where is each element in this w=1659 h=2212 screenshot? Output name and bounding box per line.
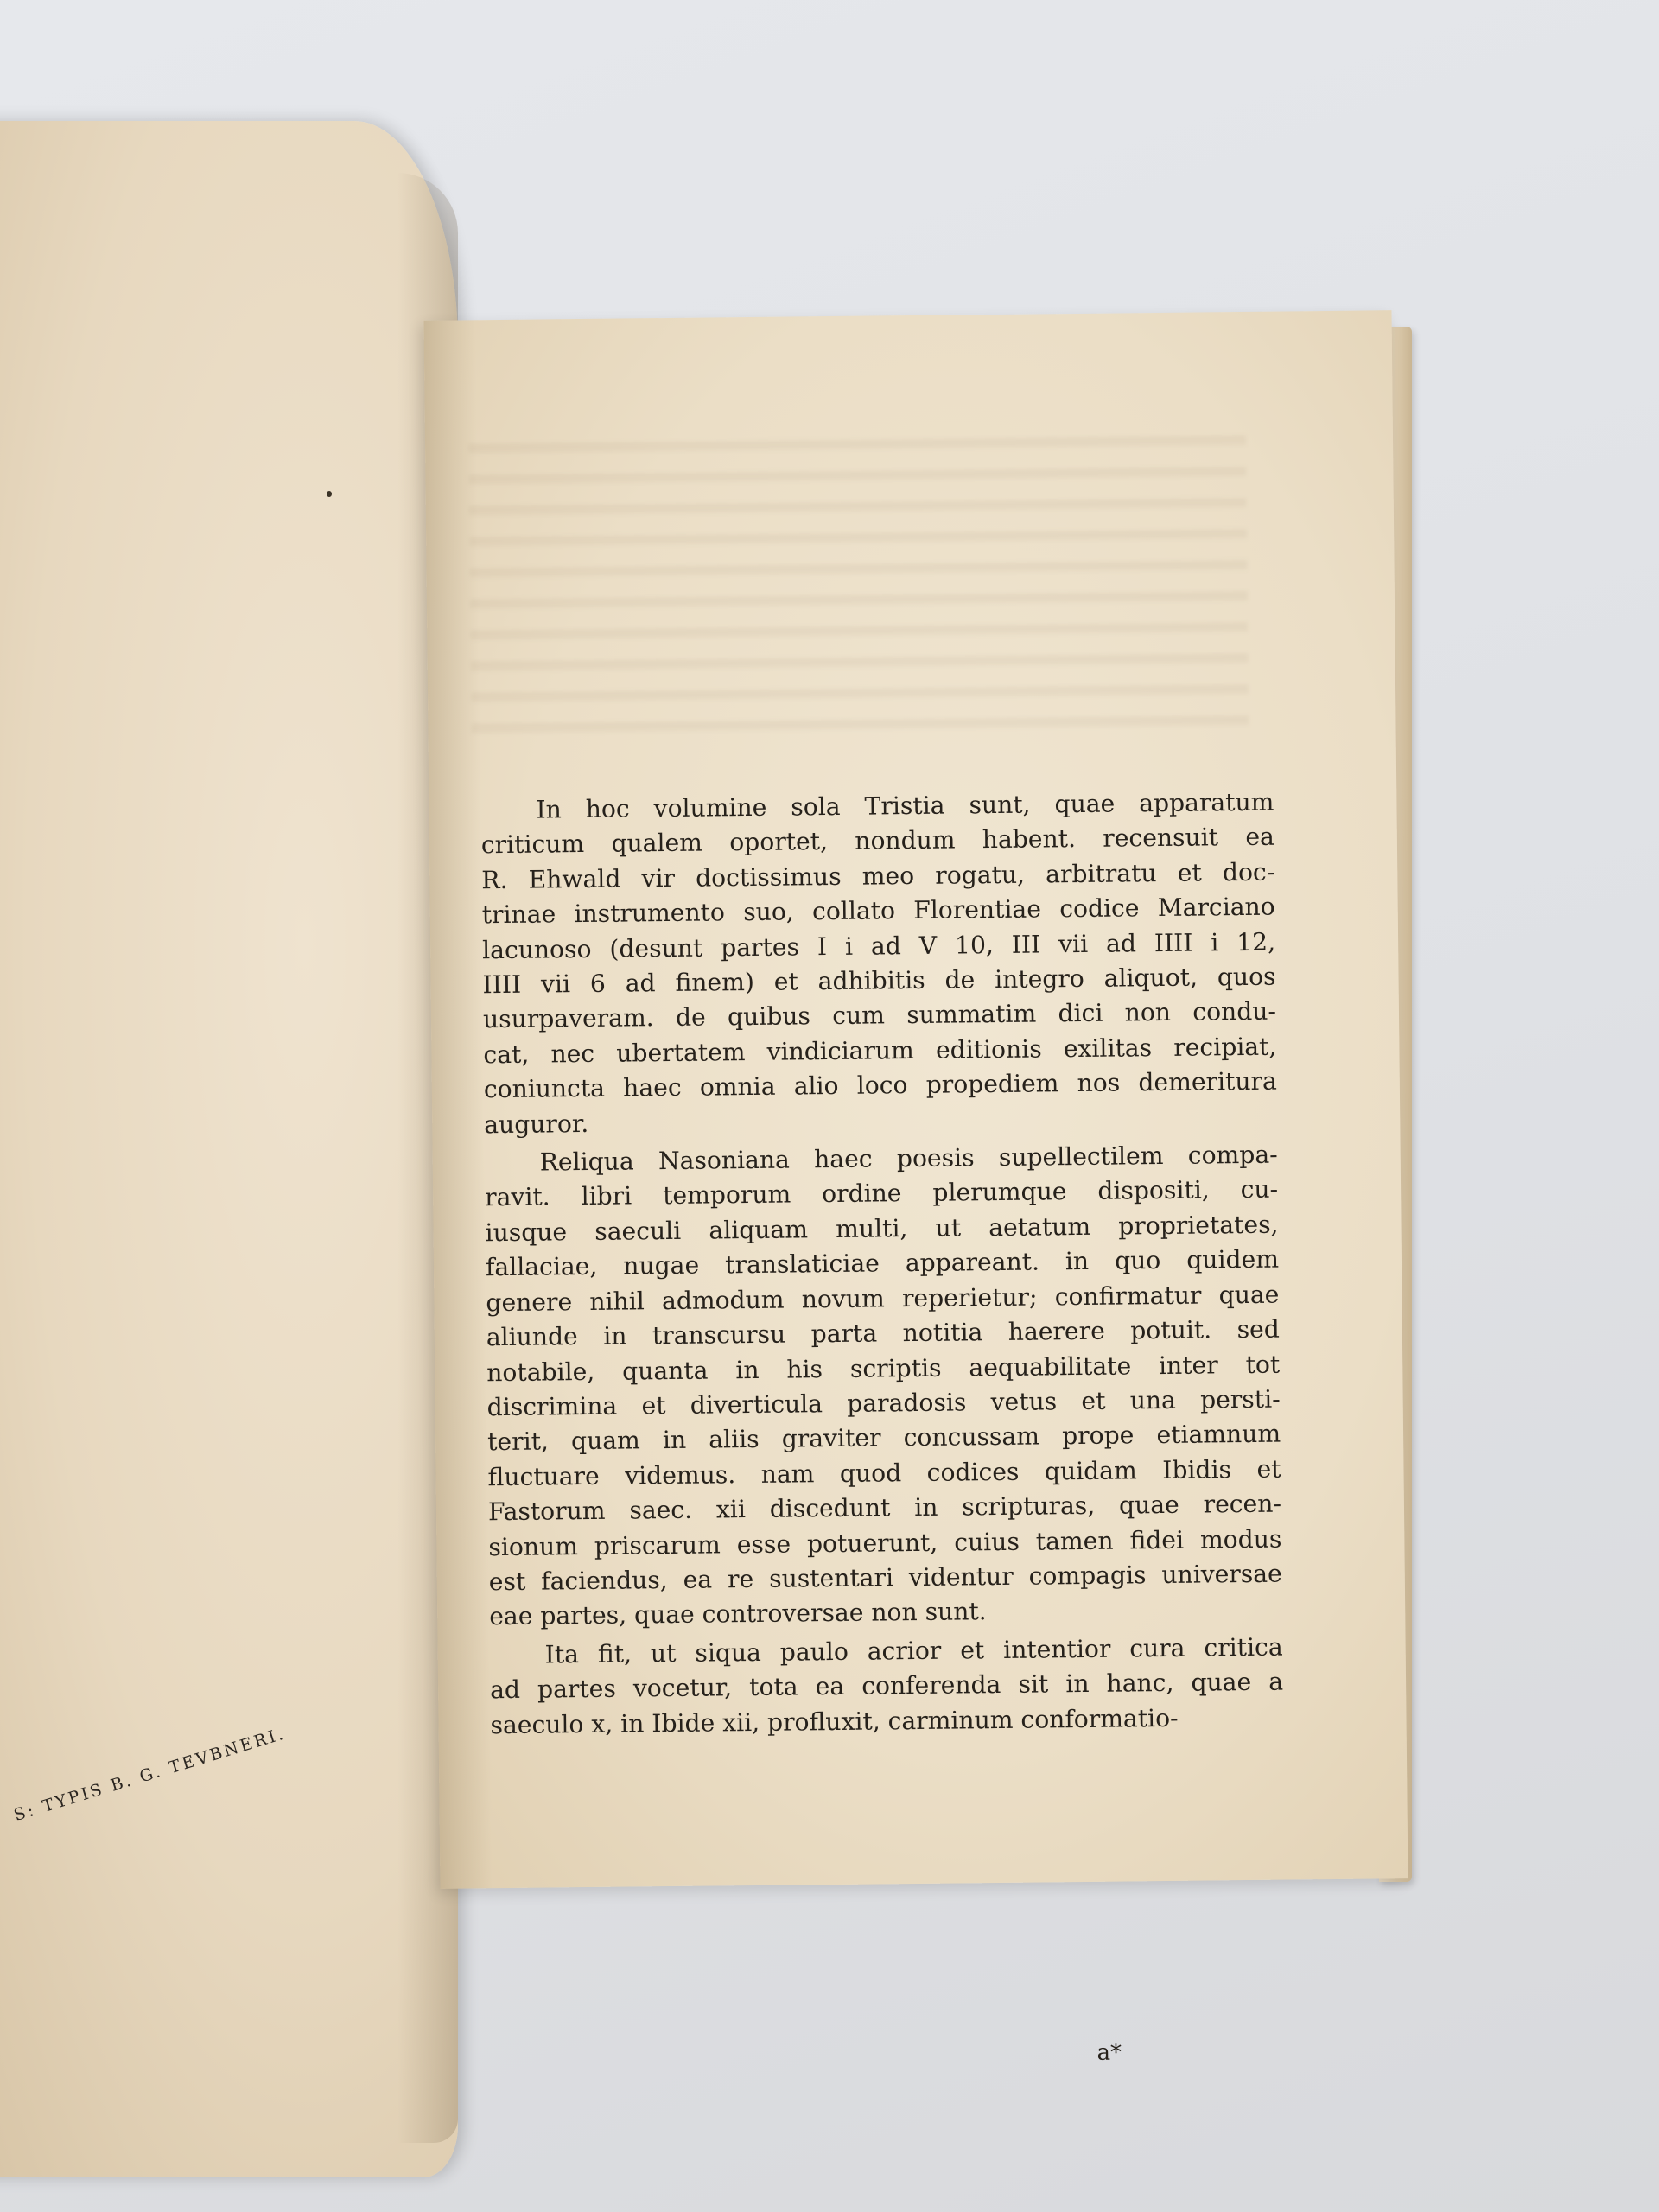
text-line: terit, quam in aliis graviter concussam prope etiamnum bbox=[486, 1419, 1281, 1457]
text-line: sionum priscarum esse potuerunt, cuius tamen fidei modus bbox=[488, 1524, 1282, 1561]
text-line: Reliqua Nasoniana haec poesis supellectilem compa- bbox=[539, 1140, 1278, 1177]
left-page bbox=[0, 121, 458, 2177]
text-line: fallaciae, nugae translaticiae appareant. in quo quidem bbox=[485, 1244, 1280, 1282]
body-text bbox=[480, 785, 1283, 1747]
text-line: discrimina et diverticula paradosis vetus et una persti- bbox=[486, 1384, 1281, 1422]
text-line: fluctuare videmus. nam quod codices quidam Ibidis et bbox=[487, 1454, 1281, 1491]
text-line: trinae instrumento suo, collato Florentiae codice Marciano bbox=[481, 892, 1275, 930]
paragraph bbox=[490, 1630, 1284, 1743]
text-line: lacunoso (desunt partes I i ad V 10, III vii ad IIII i 12, bbox=[481, 927, 1276, 964]
text-line: genere nihil admodum novum reperietur; confirmatur quae bbox=[486, 1280, 1280, 1317]
text-line: est faciendus, ea re sustentari videntur compagis universae bbox=[488, 1559, 1282, 1597]
text-line: coniuncta haec omnia alio loco propediem nos demeritura bbox=[483, 1066, 1277, 1104]
text-line: Ita fit, ut siqua paulo acrior et intentior cura critica bbox=[544, 1632, 1283, 1669]
text-line: saeculo x, in Ibide xii, profluxit, carminum conformatio- bbox=[490, 1703, 1179, 1739]
paragraph bbox=[480, 785, 1277, 1143]
text-line: IIII vii 6 ad finem) et adhibitis de integro aliquot, quos bbox=[482, 962, 1276, 1000]
text-line: aliunde in transcursu parta notitia haerere potuit. sed bbox=[486, 1314, 1280, 1352]
text-line: criticum qualem oportet, nondum habent. recensuit ea bbox=[480, 823, 1275, 860]
text-line: In hoc volumine sola Tristia sunt, quae apparatum bbox=[536, 787, 1274, 824]
text-line: Fastorum saec. xii discedunt in scripturas, quae recen- bbox=[487, 1489, 1282, 1527]
text-line: R. Ehwald vir doctissimus meo rogatu, arbitratu et doc- bbox=[481, 857, 1275, 895]
text-line: eae partes, quae controversae non sunt. bbox=[489, 1597, 987, 1631]
text-line: usurpaveram. de quibus cum summatim dici non condu- bbox=[482, 997, 1277, 1034]
text-line: cat, nec ubertatem vindiciarum editionis exilitas recipiat, bbox=[483, 1032, 1277, 1070]
signature-mark: a* bbox=[1096, 2039, 1122, 2066]
paragraph bbox=[485, 1138, 1283, 1635]
text-line: iusque saeculi aliquam multi, ut aetatum proprietates, bbox=[485, 1210, 1279, 1248]
text-line: ravit. libri temporum ordine plerumque dispositi, cu- bbox=[484, 1175, 1279, 1212]
text-line: notabile, quanta in his scriptis aequabilitate inter tot bbox=[486, 1350, 1281, 1387]
right-page bbox=[424, 310, 1408, 2066]
show-through-text bbox=[468, 416, 1249, 734]
ink-dot bbox=[327, 491, 332, 497]
printer-imprint: S: TYPIS B. G. TEVBNERI. bbox=[11, 1724, 288, 1825]
text-line: ad partes vocetur, tota ea conferenda sit in hanc, quae a bbox=[489, 1667, 1284, 1705]
text-line: auguror. bbox=[484, 1109, 589, 1139]
